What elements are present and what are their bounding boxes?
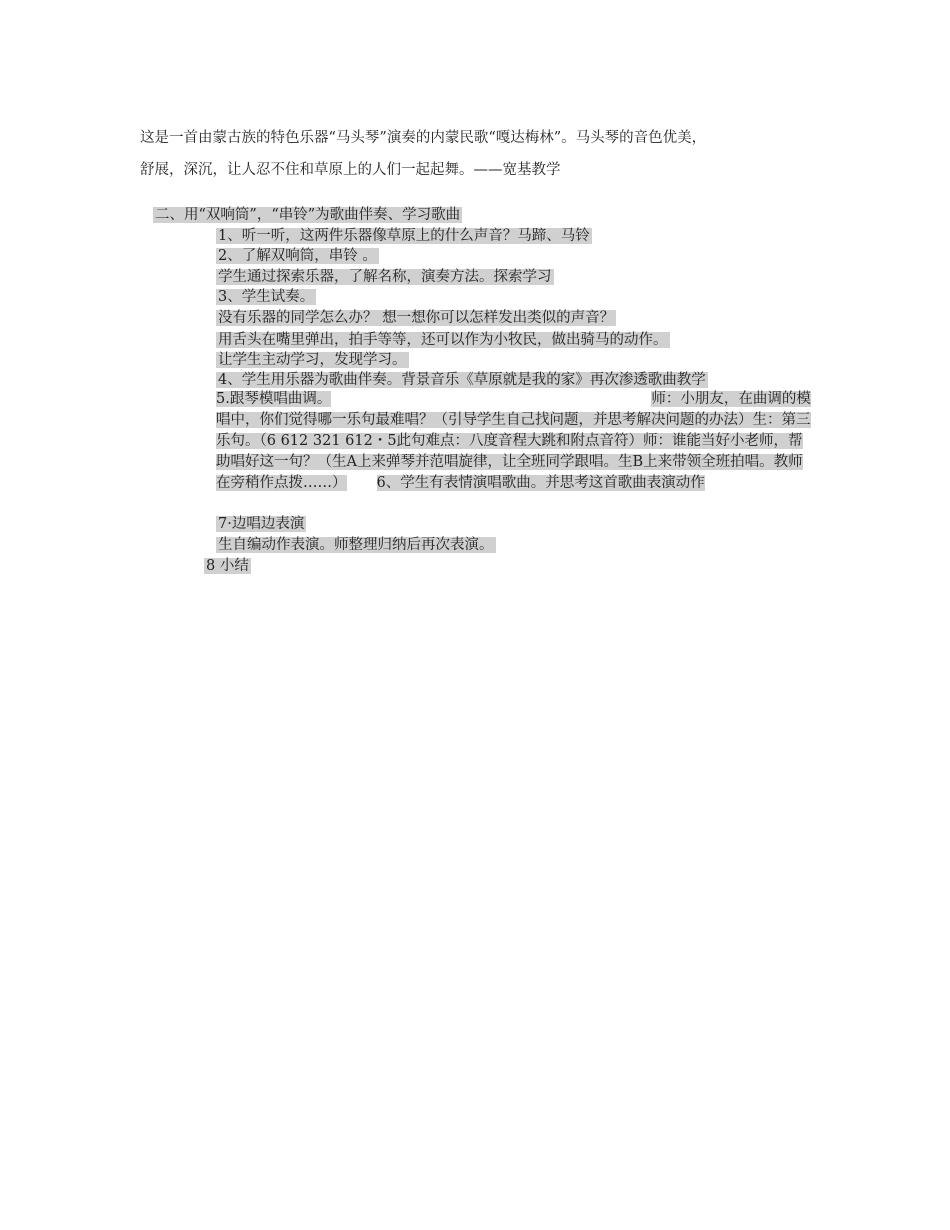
section-heading: [153, 205, 462, 225]
intro-line-1: 这是一首由蒙古族的特色乐器“马头琴”演奏的内蒙民歌“嘎达梅林”。马头琴的音色优美，: [140, 130, 707, 146]
list-item: [216, 350, 409, 370]
list-item: [216, 287, 316, 307]
intro-line-2: 舒展，深沉，让人忍不住和草原上的人们一起起舞。——宽基教学: [140, 162, 561, 178]
item7b-text: 生自编动作表演。师整理归纳后再次表演。: [218, 537, 494, 553]
list-item-text: 用舌头在嘴里弹出，拍手等等，还可以作为小牧民，做出骑马的动作。: [218, 332, 668, 348]
intro-paragraph: [140, 122, 820, 186]
list-item: [216, 308, 616, 328]
list-item: [216, 535, 496, 555]
list-item-text: 1、听一听，这两件乐器像草原上的什么声音？马蹄、马铃: [218, 228, 590, 244]
section-heading-text: 二、用“双响筒”，“串铃”为歌曲伴奏、学习歌曲: [155, 207, 461, 223]
list-item: [216, 226, 592, 246]
list-item-text: 学生通过探索乐器，了解名称，演奏方法。探索学习: [218, 269, 552, 285]
list-item-text: 3、学生试奏。: [218, 289, 315, 305]
list-item: [204, 556, 251, 576]
list-item-text: 2、了解双响筒，串铃 。: [218, 248, 377, 264]
item7-text: 7·边唱边表演: [218, 516, 305, 532]
list-item-text: 没有乐器的同学怎么办？ 想一想你可以怎样发出类似的声音？: [218, 310, 615, 326]
list-item: [216, 370, 708, 390]
paragraph-5-6: [216, 389, 812, 494]
list-item-text: 让学生主动学习，发现学习。: [218, 352, 407, 368]
list-item-text: 4、学生用乐器为歌曲伴奏。背景音乐《草原就是我的家》再次渗透歌曲教学: [218, 372, 706, 388]
para5-body: 师：小朋友，在曲调的模唱中，你们觉得哪一乐句最难唱？（引导学生自己找问题，并思考解决问题的办法）生：第三乐句。（6 612 321 612・5此句难点：八度音程大跳和附点音符）师：谁能当好小老师，帮助唱好这一句？（生A上来弹琴并范唱旋律，让全班同学跟唱。生B上来带领全班拍唱。教师在旁稍作点拨……）: [216, 391, 811, 491]
list-item: [216, 330, 670, 350]
list-item: [216, 267, 554, 287]
item8-text: 8 小结: [206, 558, 249, 574]
para5-title: 5.跟琴模唱曲调。: [216, 391, 332, 407]
list-item: [216, 246, 379, 266]
para6-text: 6、学生有表情演唱歌曲。并思考这首歌曲表演动作: [376, 475, 705, 491]
list-item: [216, 514, 306, 534]
